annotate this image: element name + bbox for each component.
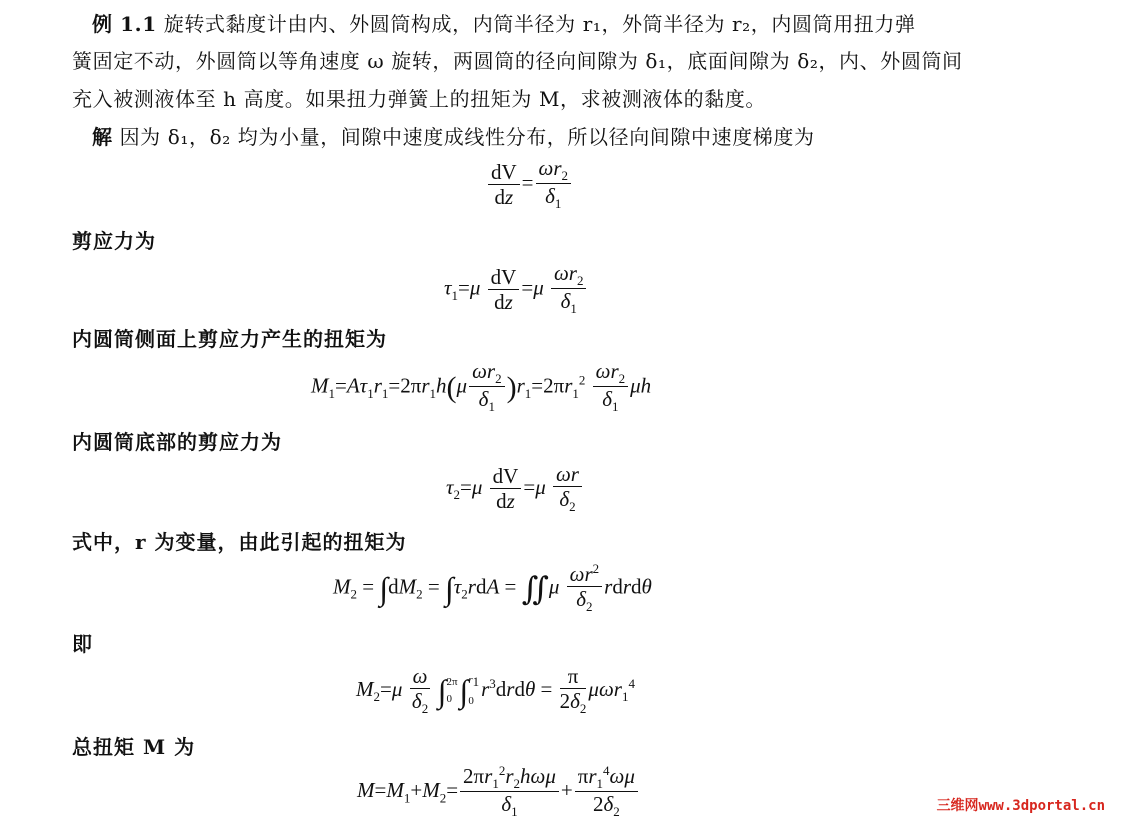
- solution-label: 解: [92, 125, 113, 149]
- label-bottom-shear: 内圆筒底部的剪应力为: [72, 430, 282, 454]
- label-total: 总扭矩 M 为: [72, 735, 196, 759]
- equation-velocity-gradient: $\frac{dV}{dz}$ = $\frac{\omega r_2}{\delta_1}$: [486, 157, 573, 213]
- label-ji: 即: [72, 632, 93, 656]
- equation-bottom-torque: $M_2 = \int dM_2 = \int\tau_2rdA$ = ∬μ $\frac{\omega r^2}{\delta_2}$ rdrdθ: [333, 561, 652, 615]
- problem-line-1: [92, 8, 916, 37]
- problem-line-3: 充入被测液体至 h 高度。如果扭力弹簧上的扭矩为 M，求被测液体的黏度。: [72, 87, 767, 111]
- problem-text-1: 旋转式黏度计由内、外圆筒构成，内筒半径为 r₁，外筒半径为 r₂，内圆筒用扭力弹: [163, 12, 916, 36]
- label-variable: 式中，r 为变量，由此引起的扭矩为: [72, 530, 407, 554]
- equation-shear-stress-1: $\tau_1=\mu$ $\frac{dV}{dz}$ =μ $\frac{\omega r_2}{\delta_1}$: [444, 262, 588, 318]
- label-side-torque: 内圆筒侧面上剪应力产生的扭矩为: [72, 327, 387, 351]
- label-shear-stress: 剪应力为: [72, 229, 156, 253]
- equation-bottom-torque-integral: $M_2=\mu$ $\frac{\omega}{\delta_2}$ ∫2π 0 $\int r_1$ 0 $r^3drd\theta$ = $\frac{\pi}{2\delta_2}$ μωr$_1^4$: [356, 664, 635, 717]
- equation-shear-stress-2: $\tau_2=\mu$ $\frac{dV}{dz}$ =μ $\frac{\omega r}{\delta_2}$: [446, 463, 584, 515]
- equation-total-torque: $M=M_1+M_2=$ $\frac{2\pi r_1^2r_2h\omega\mu}{\delta_1}$ + $\frac{\pi r_1^4\omega\mu}{2\delta_2}$: [357, 764, 640, 821]
- solution-text-1: 因为 δ₁，δ₂ 均为小量，间隙中速度成线性分布，所以径向间隙中速度梯度为: [119, 125, 815, 149]
- example-label: 例 1.1: [92, 12, 157, 36]
- problem-line-2: 簧固定不动，外圆筒以等角速度 ω 旋转，两圆筒的径向间隙为 δ₁，底面间隙为 δ₂，内、外圆筒间: [72, 49, 963, 73]
- solution-line-1: [92, 121, 815, 150]
- equation-side-torque: $M_1=A\tau_1r_1=2\pi r_1h(\mu$ $\frac{\omega r_2}{\delta_1}$ )$r_1=2\pi r_1^2$ $\frac{\omega r_2}{\delta_1}$ μh: [311, 359, 652, 415]
- watermark: 三维网www.3dportal.cn: [936, 798, 1105, 814]
